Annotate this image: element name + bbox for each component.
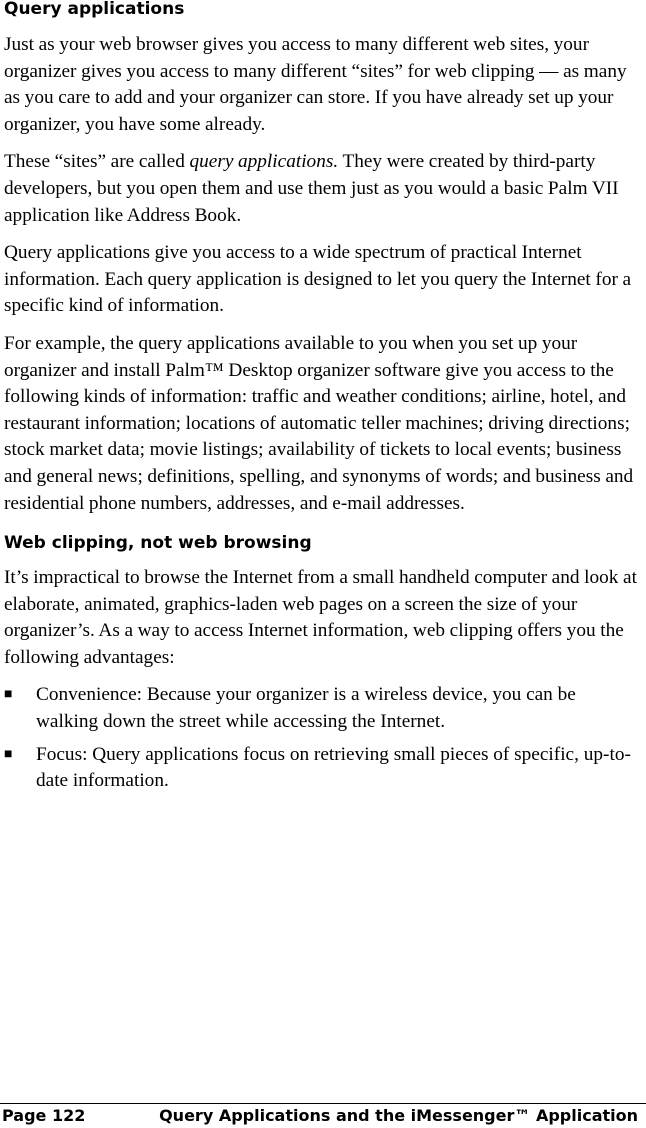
square-bullet-icon: ■ [4, 746, 13, 762]
list-item [4, 682, 642, 735]
page-number: Page 122 [2, 1106, 86, 1125]
paragraph-sites [4, 149, 642, 229]
advantages-list [4, 682, 642, 794]
paragraph-examples: For example, the query applications available to you when you set up your organizer and install Palm™ Desktop organizer software give you access to the following kinds of information: traffic and weather conditions; airline, hotel, and restaurant information; locations of automatic teller machines; driving directions; stock market data; movie listings; availability of tickets to local events; business and general news; definitions, spelling, and synonyms of words; and business and residential phone numbers, addresses, and e-mail addresses. [4, 332, 634, 514]
chapter-title: Query Applications and the iMessenger™ Application [159, 1106, 638, 1125]
footer-divider [0, 1103, 646, 1104]
section-heading-query-applications: Query applications [4, 0, 185, 19]
paragraph-intro: Just as your web browser gives you access to many different web sites, your organizer gives you access to many different “sites” for web clipping — as many as you care to add and your organizer can store. If you have already set up your organizer, you have some already. [4, 34, 627, 135]
section-heading-web-clipping: Web clipping, not web browsing [4, 533, 312, 554]
list-item-text: Convenience: Because your organizer is a wireless device, you can be walking down the street while accessing the Internet. [36, 684, 576, 733]
page-content [4, 0, 642, 801]
page-footer [2, 1106, 638, 1126]
term-query-applications: query applications. [189, 151, 339, 173]
paragraph-sites-after: They were created by third-party developers, but you open them and use them just as you would a basic Palm VII application like Address Book. [4, 151, 619, 226]
paragraph-spectrum: Query applications give you access to a wide spectrum of practical Internet information. Each query application is designed to let you query the Internet for a specific kind of information. [4, 242, 632, 317]
list-item [4, 742, 642, 795]
square-bullet-icon: ■ [4, 687, 13, 703]
paragraph-advantages: It’s impractical to browse the Internet from a small handheld computer and look at elaborate, animated, graphics-laden web pages on a screen the size of your organizer’s. As a way to access Internet information, web clipping offers you the following advantages: [4, 567, 637, 668]
paragraph-sites-before: These “sites” are called [4, 151, 190, 173]
list-item-text: Focus: Query applications focus on retrieving small pieces of specific, up-to-date information. [36, 743, 631, 792]
